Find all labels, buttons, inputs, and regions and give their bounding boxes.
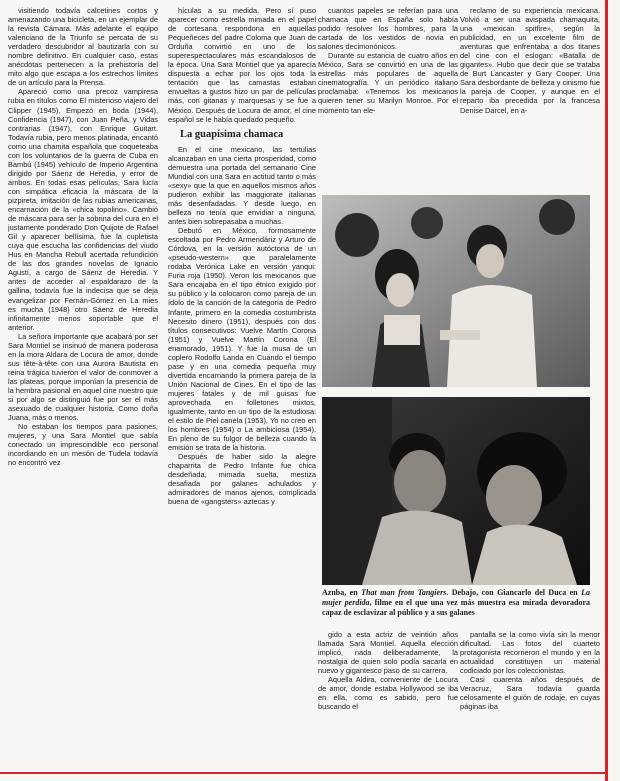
paragraph: En el cine mexicano, las tertulias alcanzaban en una cierta prosperidad, como demuestra una portada del semanario Cine Mundial con una Sara en actitud tanto o más «sexy» que la que en aquellos mismos años pudieron exhibir las maggiorate italianas más desenfadadas. Y desde luego, en belleza no tenía que envidiar a ninguna, antes bien sobrepasaba a muchas. [168, 144, 316, 227]
paragraph: Debutó en México, formosamente escoltada por Pedro Armendáriz y Arturo de Córdova, en la versión autóctona de un «pseudo-western» que paralelamente rodaba Verónica Lake en versión yanqui: Furia roja (1950). Veron los mexicanos que Sara encajaba en el tipo étnico exigido por su público y la colocaron como pareja de un ídolo de la canción de la categoría de Pedro Infante, primero en la comedia costumbrista Necesito dinero (1951), después con dos títulos consecutivos: Vuelve Martín Corona (1951) y Vuelve Martín Corona (El enamorado, 1951). Y fue la musa de un coplero Rodolfo Landa en Cuando el tiempo pase y en una comedia pequeña muy divertida encarnando la primera pareja de la Unión Nacional de Cines. En el tipo de las mujeres fatales y de mil guisas fue aprovechada en folletones mixtos, igualmente, tanto en un tipo de la estudiosa: el estilo de Piel canela (1953), Yo no creo en los hombres (1954) o La ambiciosa (1954). En pleno de su fulgor de belleza cuando la emisión se trata de la historia. [168, 226, 316, 453]
text-column-2 [168, 6, 316, 766]
paragraph: Durante su estancia de cuatro años en México, Sara se convirtió en una de las estrellas más populares de aquella cinematografía. Y un periódico italiano proclamaba: «Tenemos los mexicanos quieren tener su Marilyn Monroe. Por el momento tan ele- [318, 51, 458, 115]
paragraph: Apareció como una precoz vampiresa rubia en títulos como El misterioso viajero del Clipper (1945), Empezó en boda (1944), Confidencia (1947), con Juan Peña, y Vidas contrarias (1947), con Enrique Guitart. Todavía rubia, pero menos platinada, encantó como una chamita española que coqueteaba con los voluntarios de la guerra de Cuba en Bambú (1945) vehículo de Imperio Argentina dirigido por Sáenz de Heredia, y error de ambos. En todas esas películas, Sara lucía con simpática eficacia la máscara de la pizpireta, imitación de las rubias americanas, encarnación de la «chica topolino». Cambió de máscara para ser la sobrina del cura en el justamente ponderado Don Quijote de Rafael Gil y aparecer bellísima, fue la cupletista cuya que escucha las confidencias del viudo Hus en Mancha Rebull acertada refundición de las dos grandes novelas de Ignacio Agustí, a cargo de Sáenz de Heredia. Y antes de acceder al espaldarazo de la gallina, todavía fue la indecisa que se deja evangelizar por Fernán-Gómez en La mies es mucha (1948) otro Sáenz de Heredia infinitamente menos soportable que el anterior. [8, 87, 158, 332]
text-column-3-top [318, 6, 458, 186]
text-column-4-bottom [460, 630, 600, 770]
caption-film-title-1: That man from Tangiers [361, 588, 447, 597]
paragraph: Aquella Aldira, conveniente de Locura de amor, donde estaba Hollywood se iba en ella, como es sabido, pero fue buscando el [318, 675, 458, 712]
paragraph: No estaban los tiempos para pasiones, mujeres, y una Sara Montiel que sabía conectado un imprescindible eco personal incordiando en un mesón de Tudela todavía no encontró vez [8, 422, 158, 468]
paragraph: cuantos papeles se referían para una chamaca que en España solo había podido resolver los hombres, para la cartada de los vestidos de novia en salones decimonónicos. [318, 6, 458, 52]
paragraph: La señora importante que acabará por ser Sara Montiel se insinuó de manera poderosa en la mora Aldara de Locura de amor, donde sus tête-à-tête con una Aurora Bautista en reina trágica tuvieron el valor de conmover a las plateas, porque imponían la presencia de la hembra pasional en aquel cine nuestro que si por algo se distinguió fue por ser el más asexuado de cualquier historia. Como doña Juana, más o menos. [8, 331, 158, 423]
paragraph: visitiendo todavía calcetines cortos y amenazando una bicicleta, en un ejemplar de la revista Cámara. Más adelante el equipo valenciano de la Triunfo se percata de su verdadero descubridor al bautizarla con su nombre definitivo. En cualquier caso, estas anécdotas pertenecen a la prehistoria del mito algo que escapa a los estrechos límites de un artículo para la Prensa. [8, 6, 158, 88]
paragraph: hículas a su medida. Pero sí puso aparecer como estrella mimada en el papel de cortesana respondona en aquellas Pequeñeces del padre Coloma que Juan de Orduña convirtió en uno de los superespectaculares más escandalosos de la época. Una Sara Montiel que ya aparecía dispuesta a echar por los ojos toda la tentación que las camastas estaban envueltas a gustos hizo un par de películas más, con gitanas y marquesas y se fue a México. Después de Locura de amor, el cine español se le había quedado pequeño. [168, 6, 316, 124]
text-column-4-top [460, 6, 600, 186]
text-column-3-bottom [318, 630, 458, 770]
section-heading: La guapísima chamaca [180, 128, 284, 140]
paragraph: gido a esta actriz de veintiún años llamada Sara Montiel. Aquella elección implicó, nada deliberadamente, la nostalgia de quien solo podía sacarla en nuevo y gigantesco paso de su carrera. [318, 630, 458, 676]
paragraph: pantalla se la como vivía sin la menor dificultad. Las fotos del cuarteto protagonista recorrieron el mundo y en la actualidad constituyen un material codiciado por los coleccionistas. [460, 630, 600, 676]
page-border-bottom [0, 772, 608, 774]
caption-lead: Aznba, en [322, 588, 362, 597]
film-still-bottom-photo [322, 397, 590, 585]
text-column-1 [8, 6, 158, 766]
film-still-bottom-image [322, 397, 590, 585]
paragraph: reclamo de su experiencia mexicana. Volvió a ser una avispada chamaquita, una «mexican spitfire», según la publicidad, en un excelente film de aventuras que enfrentaba a dos titanes del cine con el eslogan: «Batalla de gigantes». Hubo que decir que se trataba de Burt Lancaster y Gary Cooper. Una Sara desbordante de belleza y cinismo fue la pareja de Cooper, y aunque en el reparto iba precedida por la francesa Denise Darcel, en a- [460, 6, 600, 115]
film-still-top-image [322, 195, 590, 387]
paragraph: Casi cuarenta años después de Veracruz, Sara todavía guarda celosamente el guión de rodaje, en cuyas páginas iba [460, 675, 600, 712]
photo-caption [322, 588, 590, 618]
caption-film-title-2: La mujer perdida [322, 588, 590, 607]
caption-tail: , filme en el que una vez más muestra esa mirada devoradora capaz de esclavizar al público y a sus galanes [322, 598, 590, 617]
page-border-right [605, 0, 608, 781]
caption-middle: . Debajo, con Giancarlo del Duca en [446, 588, 582, 597]
paragraph: Después de haber sido la alegre chaparrita de Pedro Infante fue chica desdeñada, mimada suelta, mestiza desafiada por galanes achulados y admiradores de manos ajenos, complicada buena de «gangsters» aztecas y [168, 452, 316, 507]
film-still-top-photo [322, 195, 590, 387]
